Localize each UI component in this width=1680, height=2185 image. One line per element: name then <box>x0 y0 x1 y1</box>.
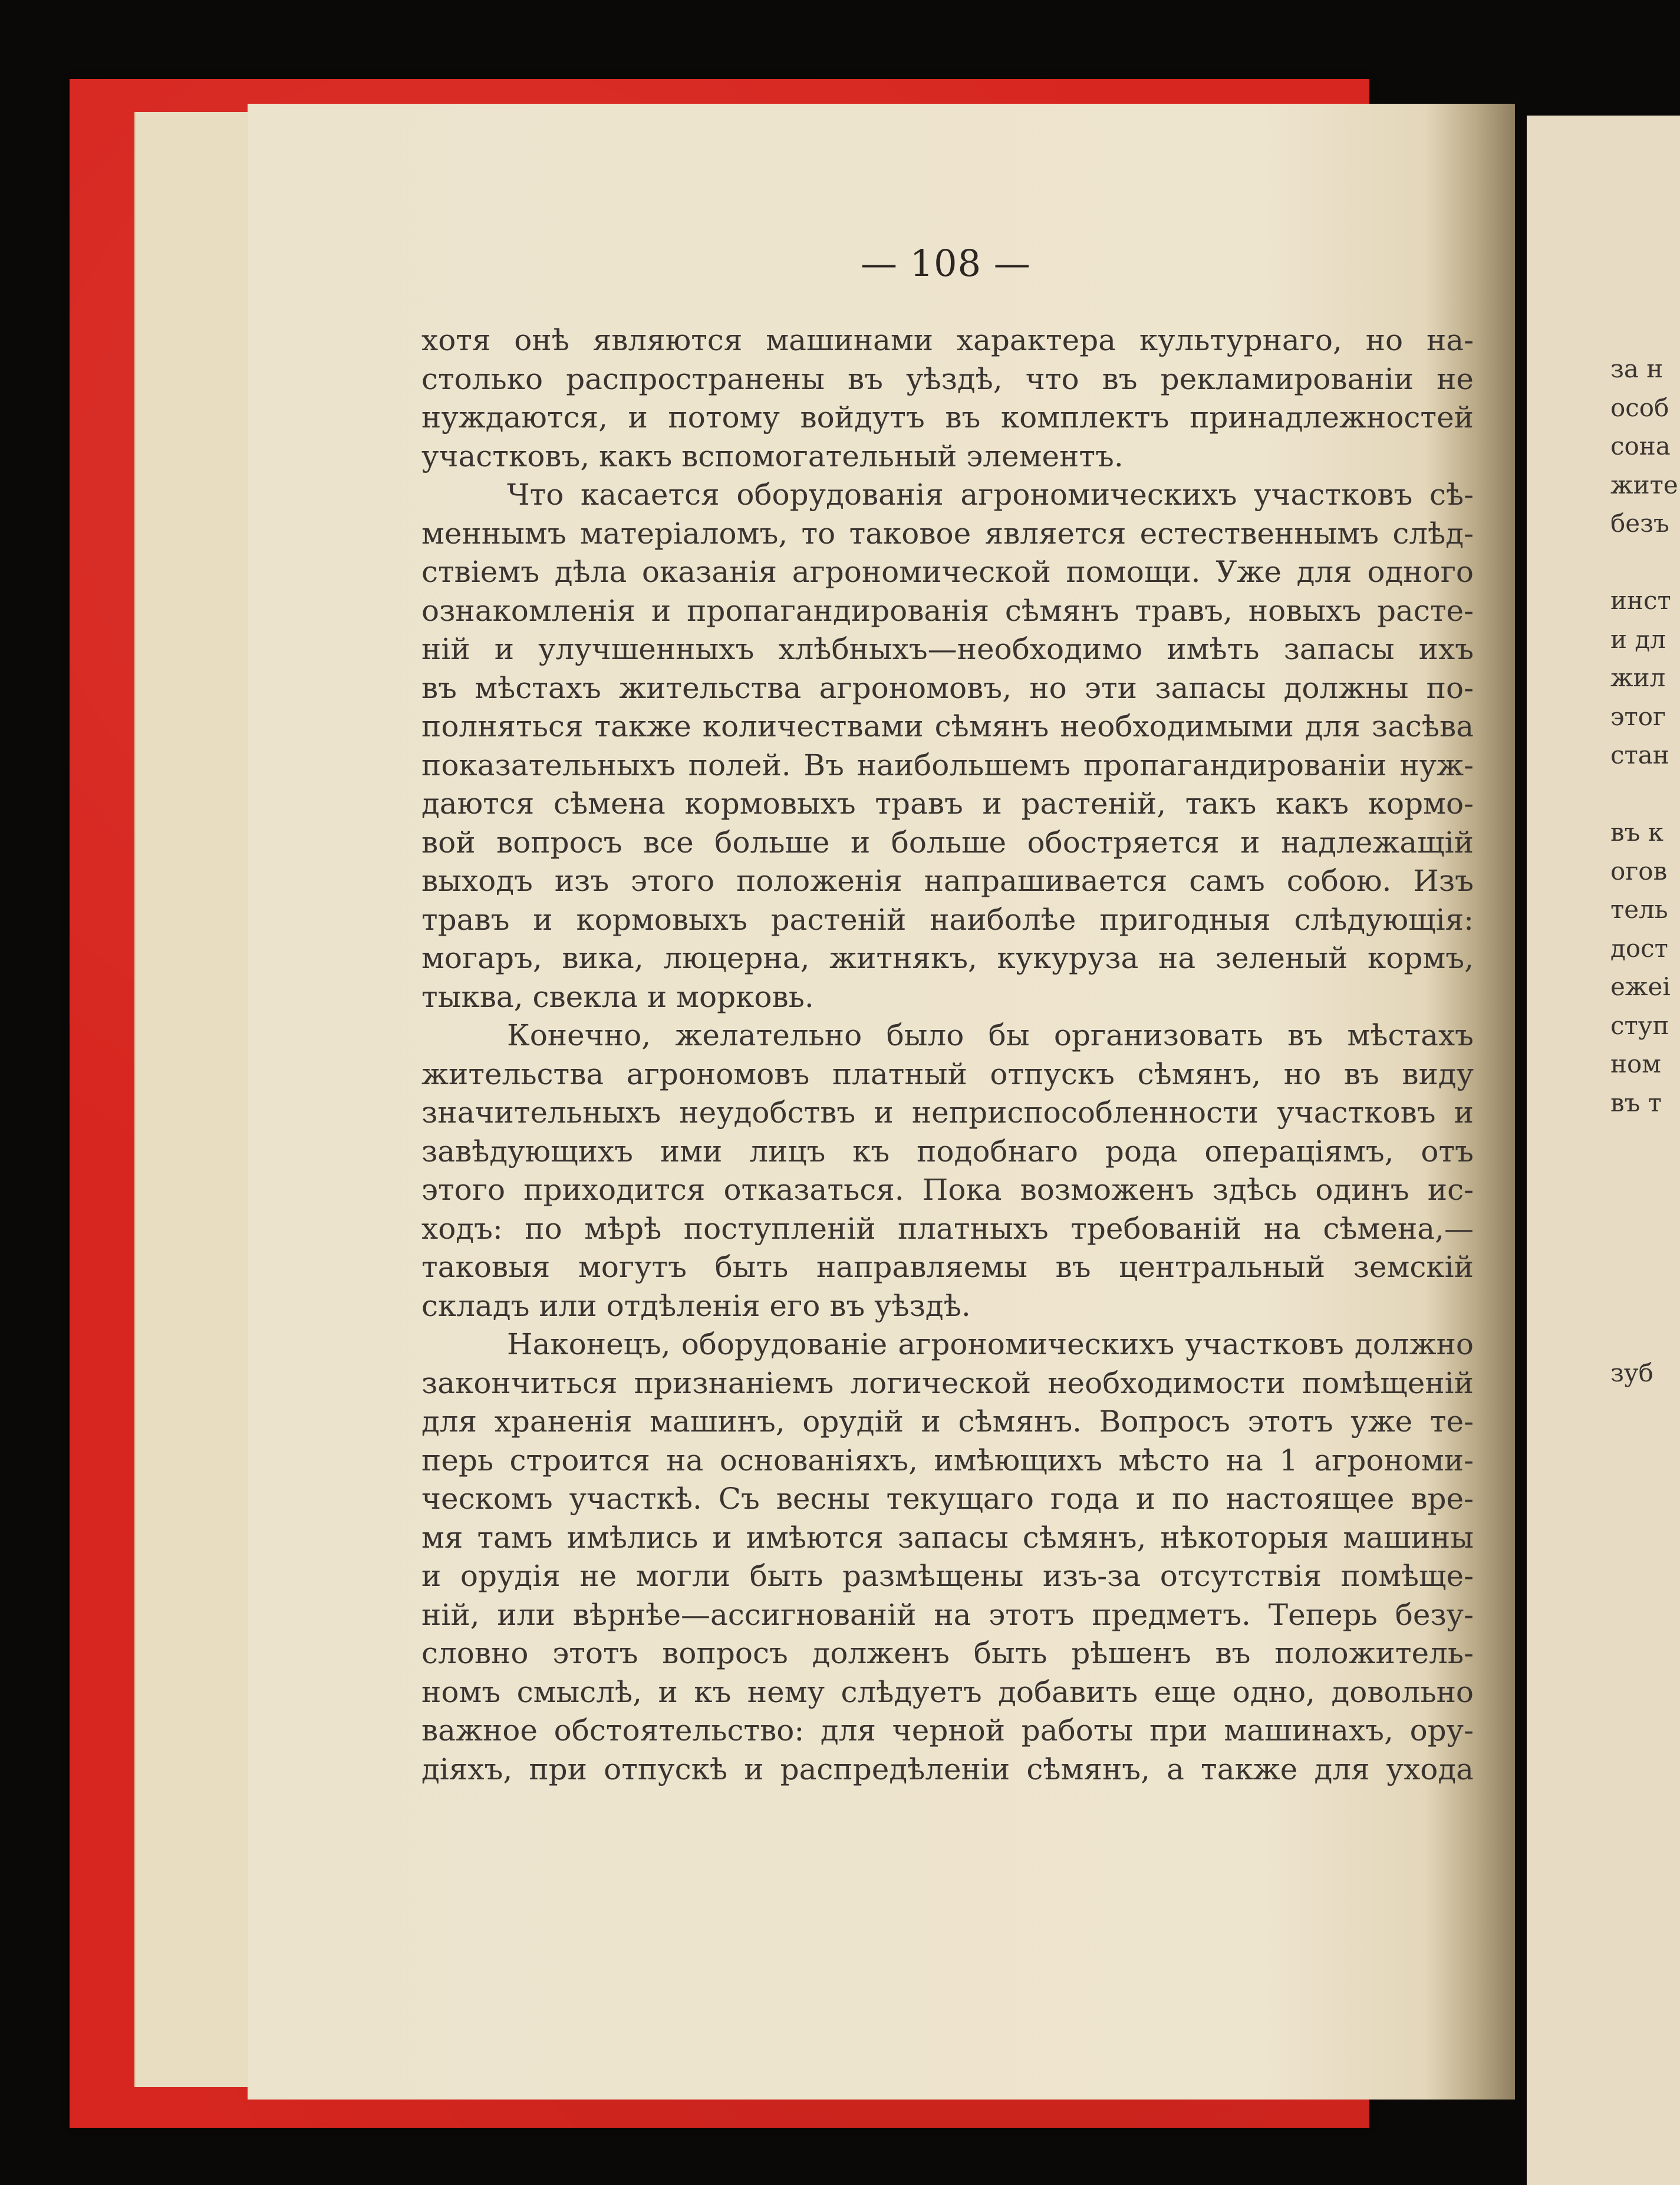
text-line: значительныхъ неудобствъ и неприспособленности участковъ и <box>421 1095 1474 1130</box>
facing-text-line <box>1610 1199 1678 1238</box>
text-line: выходъ изъ этого положенія напрашивается самъ собою. Изъ <box>421 864 1474 898</box>
text-line: могаръ, вика, люцерна, житнякъ, кукуруза на зеленый кормъ, <box>421 941 1474 975</box>
text-line: ній, или вѣрнѣе—ассигнованій на этотъ предметъ. Теперь безу- <box>421 1597 1474 1632</box>
facing-text-line: и дл <box>1610 624 1666 654</box>
facing-text-line: ном <box>1610 1049 1661 1078</box>
page-number: — 108 — <box>861 242 1031 285</box>
facing-text-line: зуб <box>1610 1358 1653 1387</box>
paragraph-start-line: Наконецъ, оборудованіе агрономическихъ участковъ должно <box>507 1327 1474 1361</box>
text-line: закончиться признаніемъ логической необходимости помѣщеній <box>421 1365 1474 1400</box>
text-line: завѣдующихъ ими лицъ къ подобнаго рода операціямъ, отъ <box>421 1134 1474 1169</box>
facing-text-line <box>1610 1161 1678 1200</box>
paragraph-start-line: Что касается оборудованія агрономическихъ участковъ сѣ- <box>507 478 1474 512</box>
text-line: даются сѣмена кормовыхъ травъ и растеній, такъ какъ кормо- <box>421 787 1474 821</box>
text-line: жительства агрономовъ платный отпускъ сѣмянъ, но въ виду <box>421 1057 1474 1091</box>
facing-text-line: въ к <box>1610 818 1663 847</box>
facing-text-line: въ т <box>1610 1088 1662 1117</box>
text-line: ствіемъ дѣла оказанія агрономической помощи. Уже для одного <box>421 555 1474 589</box>
text-line: вой вопросъ все больше и больше обостряется и надлежащій <box>421 825 1474 860</box>
facing-text-line: за н <box>1610 354 1663 383</box>
facing-page-text <box>1610 350 1678 1393</box>
text-line: ходъ: по мѣрѣ поступленій платныхъ требованій на сѣмена,— <box>421 1211 1474 1246</box>
text-line: въ мѣстахъ жительства агрономовъ, но эти запасы должны по- <box>421 670 1474 705</box>
text-line: номъ смыслѣ, и къ нему слѣдуетъ добавить еще одно, довольно <box>421 1674 1474 1709</box>
facing-text-line: ежеі <box>1610 972 1671 1001</box>
text-line: словно этотъ вопросъ долженъ быть рѣшенъ въ положитель- <box>421 1636 1474 1670</box>
text-line: участковъ, какъ вспомогательный элементъ. <box>421 439 1124 473</box>
text-line: столько распространены въ уѣздѣ, что въ рекламированіи не <box>421 361 1474 396</box>
facing-text-line <box>1610 1122 1678 1161</box>
text-line: полняться также количествами сѣмянъ необходимыми для засѣва <box>421 709 1474 743</box>
text-line: таковыя могутъ быть направляемы въ центральный земскій <box>421 1250 1474 1284</box>
facing-text-line: ступ <box>1610 1011 1669 1040</box>
text-line: тыква, свекла и морковь. <box>421 979 814 1014</box>
facing-text-line: дост <box>1610 933 1668 963</box>
text-line: діяхъ, при отпускѣ и распредѣленіи сѣмянъ, а также для ухода <box>421 1752 1474 1786</box>
text-line: складъ или отдѣленія его въ уѣздѣ. <box>421 1288 971 1323</box>
facing-text-line: особ <box>1610 393 1669 422</box>
facing-text-line: сона <box>1610 432 1671 460</box>
text-line: меннымъ матеріаломъ, то таковое является естественнымъ слѣд- <box>421 516 1474 551</box>
text-line: мя тамъ имѣлись и имѣются запасы сѣмянъ, нѣкоторыя машины <box>421 1520 1474 1555</box>
facing-text-line: безъ <box>1610 509 1669 538</box>
page-body-text <box>421 321 1474 1789</box>
text-line: ческомъ участкѣ. Съ весны текущаго года и по настоящее вре- <box>421 1482 1474 1516</box>
facing-text-line: жил <box>1610 663 1666 692</box>
facing-text-line <box>1610 1276 1678 1315</box>
text-line: нуждаются, и потому войдутъ въ комплектъ принадлежностей <box>421 400 1474 435</box>
paragraph-start-line: Конечно, желательно было бы организовать въ мѣстахъ <box>507 1018 1474 1052</box>
facing-text-line: инст <box>1610 586 1671 615</box>
facing-text-line <box>1610 1315 1678 1354</box>
text-line: этого приходится отказаться. Пока возможенъ здѣсь одинъ ис- <box>421 1173 1474 1207</box>
facing-text-line: тель <box>1610 895 1668 924</box>
facing-text-line: огов <box>1610 856 1668 886</box>
text-line: перь строится на основаніяхъ, имѣющихъ мѣсто на 1 агрономи- <box>421 1443 1474 1477</box>
facing-text-line: стан <box>1610 741 1669 769</box>
text-line: важное обстоятельство: для черной работы при машинахъ, ору- <box>421 1713 1474 1748</box>
facing-text-line <box>1610 543 1678 582</box>
facing-text-line <box>1610 1238 1678 1277</box>
text-line: и орудія не могли быть размѣщены изъ-за отсутствія помѣще- <box>421 1559 1474 1593</box>
facing-text-line <box>1610 775 1678 814</box>
facing-text-line: этог <box>1610 702 1666 731</box>
text-line: показательныхъ полей. Въ наибольшемъ пропагандированіи нуж- <box>421 748 1474 782</box>
facing-text-line: жите <box>1610 470 1678 499</box>
text-line: хотя онѣ являются машинами характера культурнаго, но на- <box>421 323 1474 357</box>
text-line: ознакомленія и пропагандированія сѣмянъ травъ, новыхъ расте- <box>421 593 1474 628</box>
text-line: ній и улучшенныхъ хлѣбныхъ—необходимо имѣть запасы ихъ <box>421 632 1474 666</box>
text-line: травъ и кормовыхъ растеній наиболѣе пригодныя слѣдующія: <box>421 902 1474 937</box>
text-line: для храненія машинъ, орудій и сѣмянъ. Вопросъ этотъ уже те- <box>421 1404 1474 1439</box>
